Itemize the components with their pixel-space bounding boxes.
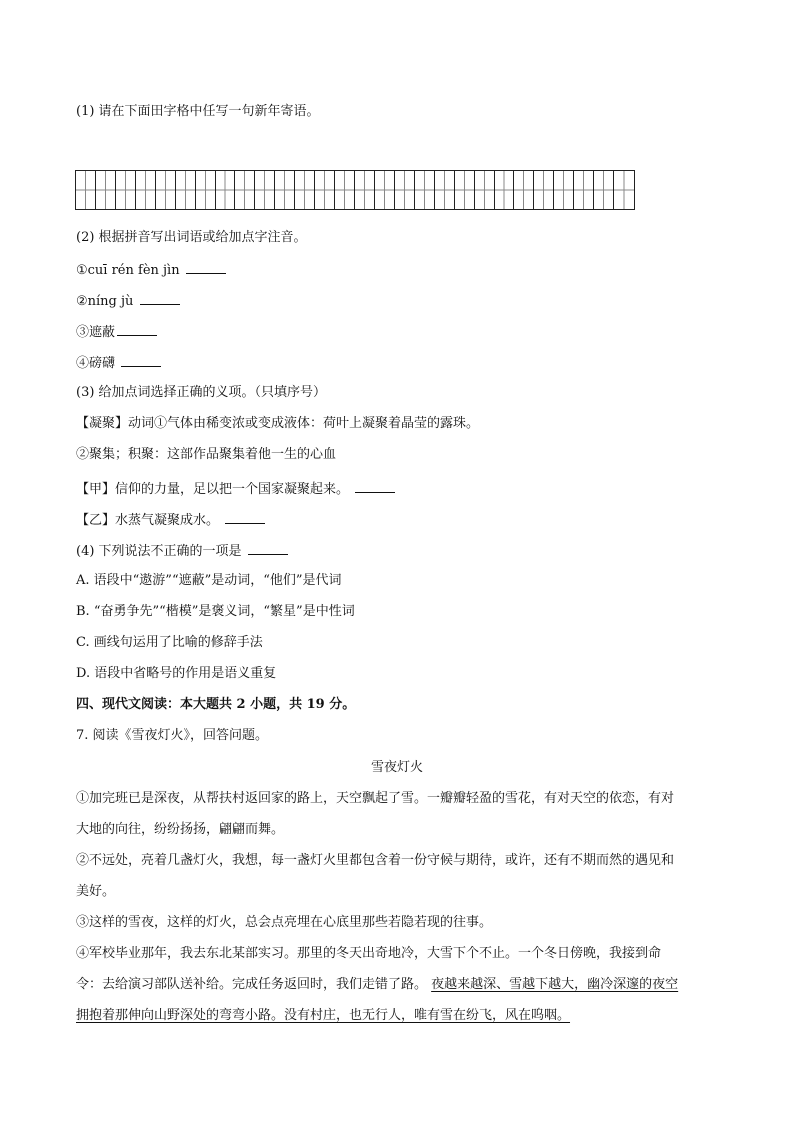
grid-cell[interactable]	[156, 171, 176, 209]
q4-option-b: B. “奋勇争先”“楷模”是褒义词，“繁星”是中性词	[76, 604, 355, 619]
grid-cell[interactable]	[534, 171, 554, 209]
grid-cell[interactable]	[475, 171, 495, 209]
grid-cell[interactable]	[136, 171, 156, 209]
question-7-prompt: 7. 阅读《雪夜灯火》，回答问题。	[76, 728, 269, 743]
grid-cell[interactable]	[495, 171, 515, 209]
q4-option-a: A. 语段中“遨游”“遮蔽”是动词，“他们”是代词	[76, 573, 342, 588]
grid-cell[interactable]	[554, 171, 574, 209]
q3-example-jia	[76, 478, 395, 500]
grid-cell[interactable]	[176, 171, 196, 209]
underlined-sentence: 夜越来越深、雪越下越大，幽冷深邃的夜空	[431, 977, 679, 992]
q2-item-2-text: ②níng jù	[76, 294, 138, 309]
grid-cell[interactable]	[375, 171, 395, 209]
grid-cell[interactable]	[96, 171, 116, 209]
passage-p4-line2	[76, 975, 678, 995]
passage-p4-line3-underlined: 拥抱着那伸向山野深处的弯弯小路。没有村庄，也无行人，唯有雪在纷飞，风在呜咽。	[76, 1008, 571, 1023]
grid-cell[interactable]	[315, 171, 335, 209]
grid-cell[interactable]	[235, 171, 255, 209]
q3-example-yi-text: 【乙】水蒸气凝聚成水。	[76, 513, 224, 528]
tianzige-writing-grid[interactable]	[75, 170, 635, 210]
grid-cell[interactable]	[355, 171, 375, 209]
q4-option-c: C. 画线句运用了比喻的修辞手法	[76, 635, 263, 650]
passage-p4-line1: ④军校毕业那年，我去东北某部实习。那里的冬天出奇地冷，大雪下个不止。一个冬日傍晚，我接到命	[76, 946, 662, 961]
grid-cell[interactable]	[275, 171, 295, 209]
grid-cell[interactable]	[216, 171, 236, 209]
grid-cell[interactable]	[435, 171, 455, 209]
passage-p4-line2-text: 令：去给演习部队送补给。完成任务返回时，我们走错了路。	[76, 977, 432, 992]
answer-blank[interactable]	[140, 290, 180, 305]
answer-blank[interactable]	[117, 321, 157, 336]
grid-cell[interactable]	[116, 171, 136, 209]
passage-p3: ③这样的雪夜，这样的灯火，总会点亮埋在心底里那些若隐若现的往事。	[76, 915, 493, 930]
q3-definition-2: ②聚集；积聚：这部作品聚集着他一生的心血	[76, 447, 337, 462]
answer-blank[interactable]	[121, 352, 161, 367]
answer-blank[interactable]	[248, 540, 288, 555]
question-4-text: (4) 下列说法不正确的一项是	[76, 544, 246, 559]
grid-cell[interactable]	[574, 171, 594, 209]
q3-example-yi	[76, 509, 265, 531]
grid-cell[interactable]	[76, 171, 96, 209]
q3-example-jia-text: 【甲】信仰的力量，足以把一个国家凝聚起来。	[76, 482, 354, 497]
answer-blank[interactable]	[355, 478, 395, 493]
passage-p2-line1: ②不远处，亮着几盏灯火，我想，每一盏灯火里都包含着一份守候与期待，或许，还有不期而然的遇见和	[76, 853, 675, 868]
q2-item-4	[76, 352, 161, 374]
question-3-prompt: (3) 给加点词选择正确的义项。（只填序号）	[76, 385, 327, 400]
grid-cell[interactable]	[455, 171, 475, 209]
grid-cell[interactable]	[594, 171, 614, 209]
answer-blank[interactable]	[225, 509, 265, 524]
section-4-heading: 四、现代文阅读：本大题共 2 小题，共 19 分。	[76, 697, 356, 712]
grid-cell[interactable]	[196, 171, 216, 209]
grid-cell[interactable]	[255, 171, 275, 209]
grid-cell[interactable]	[415, 171, 435, 209]
q2-item-3	[76, 321, 157, 343]
grid-cell[interactable]	[614, 171, 634, 209]
grid-cell[interactable]	[295, 171, 315, 209]
passage-p1-line1: ①加完班已是深夜，从帮扶村返回家的路上，天空飘起了雪。一瓣瓣轻盈的雪花，有对天空的依恋，有对	[76, 791, 675, 806]
q2-item-2	[76, 290, 180, 312]
q2-item-4-text: ④磅礴	[76, 356, 120, 371]
passage-title: 雪夜灯火	[370, 760, 423, 775]
passage-p1-line2: 大地的向往，纷纷扬扬，翩翩而舞。	[76, 822, 285, 837]
q3-definition-1: 【凝聚】动词①气体由稀变浓或变成液体：荷叶上凝聚着晶莹的露珠。	[76, 416, 480, 431]
question-4-prompt	[76, 540, 288, 562]
question-2-prompt: (2) 根据拼音写出词语或给加点字注音。	[76, 230, 307, 245]
answer-blank[interactable]	[186, 259, 226, 274]
grid-cell[interactable]	[395, 171, 415, 209]
grid-cell[interactable]	[335, 171, 355, 209]
q2-item-3-text: ③遮蔽	[76, 325, 116, 340]
q4-option-d: D. 语段中省略号的作用是语义重复	[76, 666, 277, 681]
passage-p2-line2: 美好。	[76, 884, 116, 899]
q2-item-1	[76, 259, 226, 281]
question-1-prompt: (1) 请在下面田字格中任写一句新年寄语。	[76, 104, 320, 119]
grid-cell[interactable]	[514, 171, 534, 209]
q2-item-1-text: ①cuī rén fèn jìn	[76, 263, 184, 278]
